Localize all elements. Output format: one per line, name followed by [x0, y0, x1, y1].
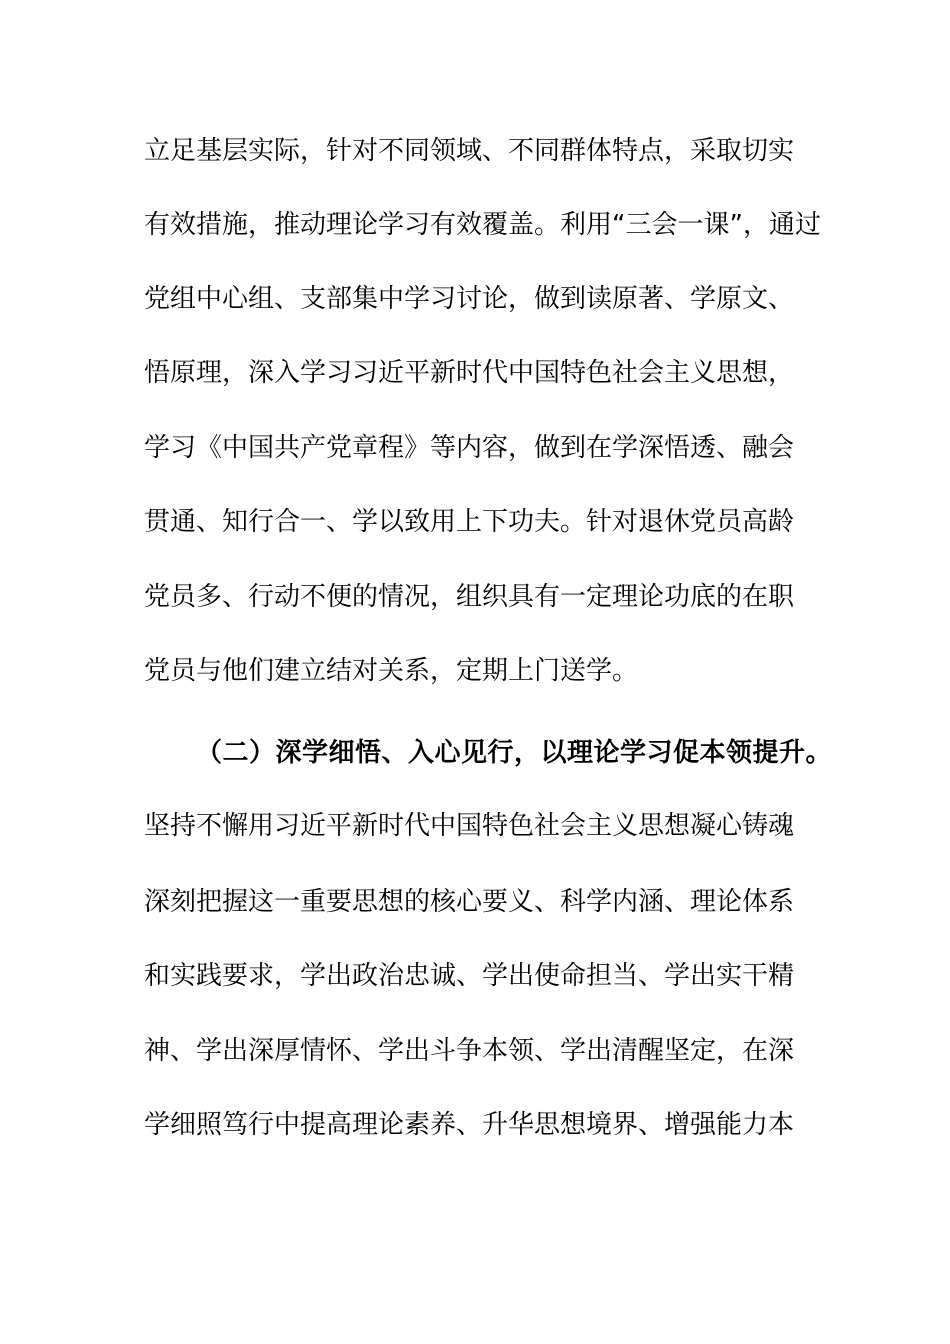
paragraph-1-line-5: 学习《中国共产党章程》等内容，做到在学深悟透、融会: [144, 433, 795, 463]
paragraph-2-line-3: 和实践要求，学出政治忠诚、学出使命担当、学出实干精: [144, 961, 795, 991]
paragraph-1-line-6: 贯通、知行合一、学以致用上下功夫。针对退休党员高龄: [144, 507, 795, 537]
paragraph-1-line-8: 党员与他们建立结对关系，定期上门送学。: [144, 656, 639, 686]
paragraph-2-line-5: 学细照笃行中提高理论素养、升华思想境界、增强能力本: [144, 1110, 795, 1140]
paragraph-2-line-1: 坚持不懈用习近平新时代中国特色社会主义思想凝心铸魂: [144, 811, 795, 841]
paragraph-2-line-2: 深刻把握这一重要思想的核心要义、科学内涵、理论体系: [144, 887, 795, 917]
section-heading: （二）深学细悟、入心见行，以理论学习促本领提升。: [196, 738, 833, 768]
paragraph-2-line-4: 神、学出深厚情怀、学出斗争本领、学出清醒坚定，在深: [144, 1036, 795, 1066]
paragraph-1-line-2: 有效措施，推动理论学习有效覆盖。利用“三会一课”，通过: [144, 210, 821, 240]
paragraph-1-line-4: 悟原理，深入学习习近平新时代中国特色社会主义思想，: [144, 358, 795, 388]
paragraph-1-line-3: 党组中心组、支部集中学习讨论，做到读原著、学原文、: [144, 284, 795, 314]
paragraph-1-line-7: 党员多、行动不便的情况，组织具有一定理论功底的在职: [144, 582, 795, 612]
paragraph-1-line-1: 立足基层实际，针对不同领域、不同群体特点，采取切实: [144, 136, 795, 166]
